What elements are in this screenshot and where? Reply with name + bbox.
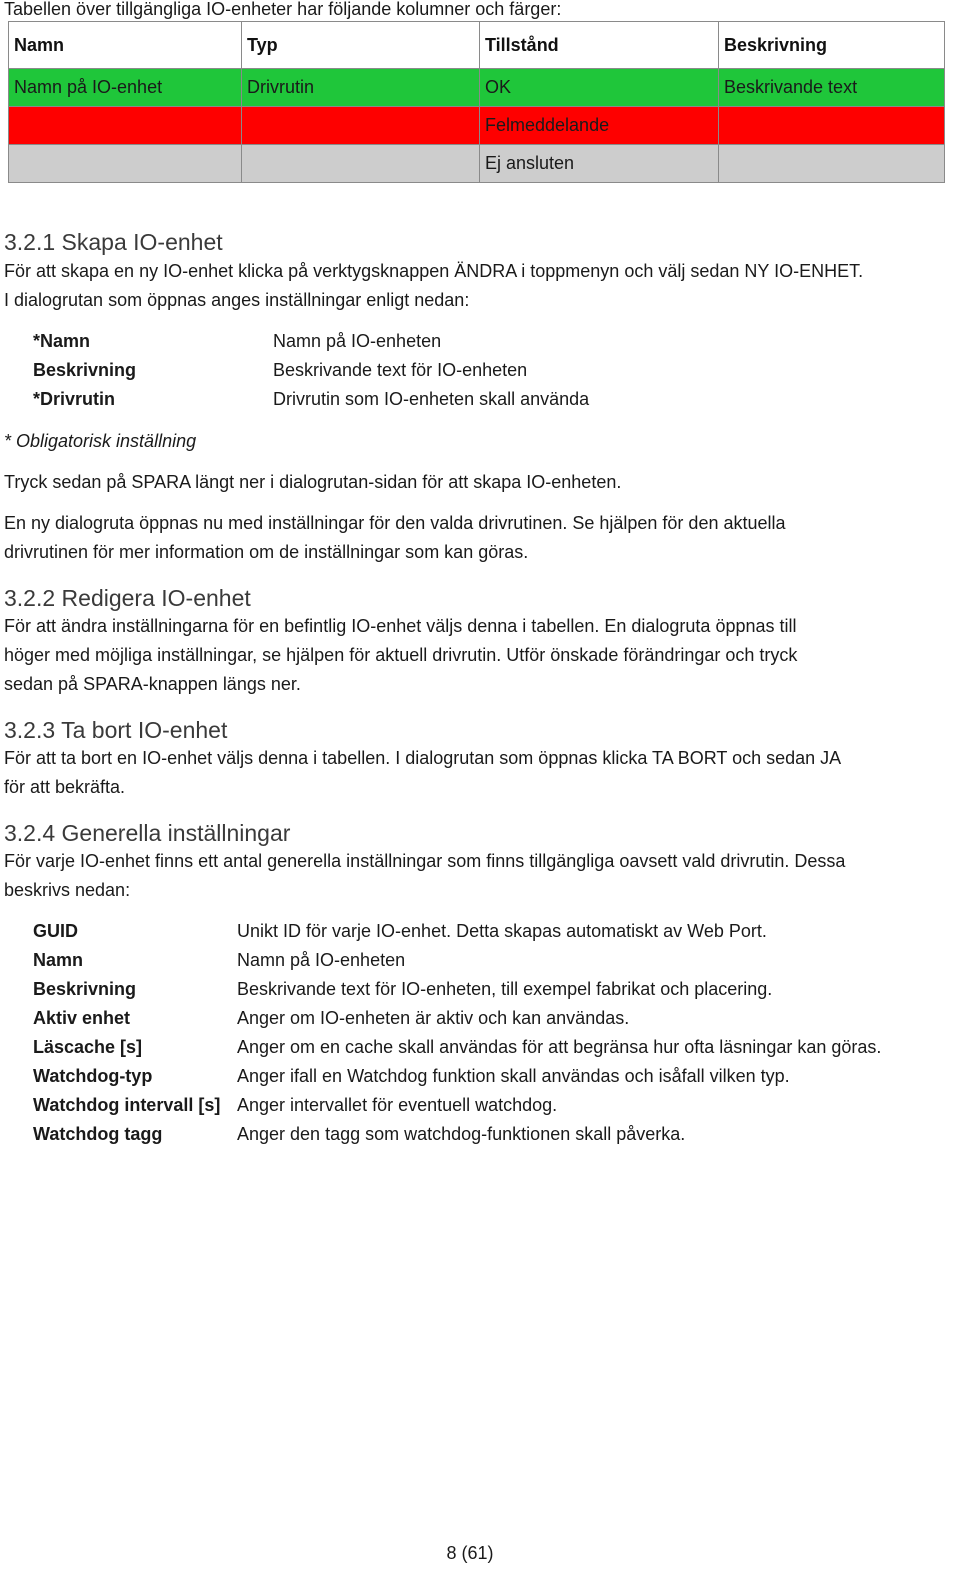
setting-description: Unikt ID för varje IO-enhet. Detta skapas automatiskt av Web Port. bbox=[237, 921, 767, 941]
paragraph: Tryck sedan på SPARA längt ner i dialogrutan-sidan för att skapa IO-enheten. bbox=[4, 472, 622, 492]
table-row-ok bbox=[9, 69, 945, 107]
table-cell: Drivrutin bbox=[242, 69, 480, 107]
page-number: 8 (61) bbox=[446, 1543, 494, 1563]
table-cell bbox=[242, 145, 480, 183]
setting-description: Anger om en cache skall användas för att begränsa hur ofta läsningar kan göras. bbox=[237, 1037, 882, 1057]
table-cell: Beskrivande text bbox=[719, 69, 945, 107]
section-heading-skapa: 3.2.1 Skapa IO-enhet bbox=[4, 229, 223, 255]
setting-description: Namn på IO-enheten bbox=[237, 950, 406, 970]
column-header-tillstand: Tillstånd bbox=[480, 22, 719, 69]
table-cell bbox=[9, 145, 242, 183]
paragraph: sedan på SPARA-knappen längs ner. bbox=[4, 674, 301, 694]
column-header-namn: Namn bbox=[9, 22, 242, 69]
table-cell: Felmeddelande bbox=[480, 107, 719, 145]
setting-description: Beskrivande text för IO-enheten, till exempel fabrikat och placering. bbox=[237, 979, 773, 999]
section-heading-ta-bort: 3.2.3 Ta bort IO-enhet bbox=[4, 717, 228, 743]
mandatory-note: * Obligatorisk inställning bbox=[4, 431, 197, 451]
setting-term: *Drivrutin bbox=[33, 389, 116, 409]
setting-term: Beskrivning bbox=[33, 360, 137, 380]
setting-term: Watchdog tagg bbox=[33, 1124, 163, 1144]
table-header-row bbox=[9, 22, 945, 69]
section-heading-generella: 3.2.4 Generella inställningar bbox=[4, 820, 291, 846]
table-cell bbox=[719, 107, 945, 145]
setting-term: Namn bbox=[33, 950, 84, 970]
paragraph: För varje IO-enhet finns ett antal generella inställningar som finns tillgängliga oavsett vald drivrutin. Dessa bbox=[4, 851, 846, 871]
table-cell bbox=[719, 145, 945, 183]
setting-description: Anger ifall en Watchdog funktion skall användas och isåfall vilken typ. bbox=[237, 1066, 790, 1086]
setting-term: Watchdog-typ bbox=[33, 1066, 153, 1086]
table-cell: Namn på IO-enhet bbox=[9, 69, 242, 107]
setting-description: Anger intervallet för eventuell watchdog. bbox=[237, 1095, 558, 1115]
paragraph: För att ändra inställningarna för en befintlig IO-enhet väljs denna i tabellen. En dialogruta öppnas till bbox=[4, 616, 797, 636]
table-cell bbox=[9, 107, 242, 145]
section-heading-redigera: 3.2.2 Redigera IO-enhet bbox=[4, 585, 251, 611]
column-header-typ: Typ bbox=[242, 22, 480, 69]
table-row-error bbox=[9, 107, 945, 145]
paragraph: beskrivs nedan: bbox=[4, 880, 131, 900]
setting-description: Beskrivande text för IO-enheten bbox=[273, 360, 528, 380]
io-status-table bbox=[8, 21, 945, 183]
paragraph: för att bekräfta. bbox=[4, 777, 126, 797]
setting-description: Drivrutin som IO-enheten skall använda bbox=[273, 389, 590, 409]
setting-description: Namn på IO-enheten bbox=[273, 331, 442, 351]
table-cell bbox=[242, 107, 480, 145]
setting-term: GUID bbox=[33, 921, 78, 941]
setting-description: Anger den tagg som watchdog-funktionen skall påverka. bbox=[237, 1124, 686, 1144]
setting-term: Läscache [s] bbox=[33, 1037, 143, 1057]
setting-term: *Namn bbox=[33, 331, 91, 351]
paragraph: drivrutinen för mer information om de inställningar som kan göras. bbox=[4, 542, 529, 562]
table-cell: OK bbox=[480, 69, 719, 107]
paragraph: En ny dialogruta öppnas nu med inställningar för den valda drivrutinen. Se hjälpen för den aktuella bbox=[4, 513, 786, 533]
intro-text: Tabellen över tillgängliga IO-enheter har följande kolumner och färger: bbox=[4, 0, 562, 19]
setting-term: Aktiv enhet bbox=[33, 1008, 131, 1028]
paragraph: I dialogrutan som öppnas anges inställningar enligt nedan: bbox=[4, 290, 470, 310]
table-cell: Ej ansluten bbox=[480, 145, 719, 183]
setting-description: Anger om IO-enheten är aktiv och kan användas. bbox=[237, 1008, 630, 1028]
paragraph: För att skapa en ny IO-enhet klicka på verktygsknappen ÄNDRA i toppmenyn och välj sedan NY IO-ENHET. bbox=[4, 261, 864, 281]
setting-term: Beskrivning bbox=[33, 979, 137, 999]
table-row-disconnected bbox=[9, 145, 945, 183]
column-header-beskrivning: Beskrivning bbox=[719, 22, 945, 69]
paragraph: För att ta bort en IO-enhet väljs denna i tabellen. I dialogrutan som öppnas klicka TA BORT och sedan JA bbox=[4, 748, 842, 768]
paragraph: höger med möjliga inställningar, se hjälpen för aktuell drivrutin. Utför önskade förändringar och tryck bbox=[4, 645, 798, 665]
setting-term: Watchdog intervall [s] bbox=[33, 1095, 221, 1115]
